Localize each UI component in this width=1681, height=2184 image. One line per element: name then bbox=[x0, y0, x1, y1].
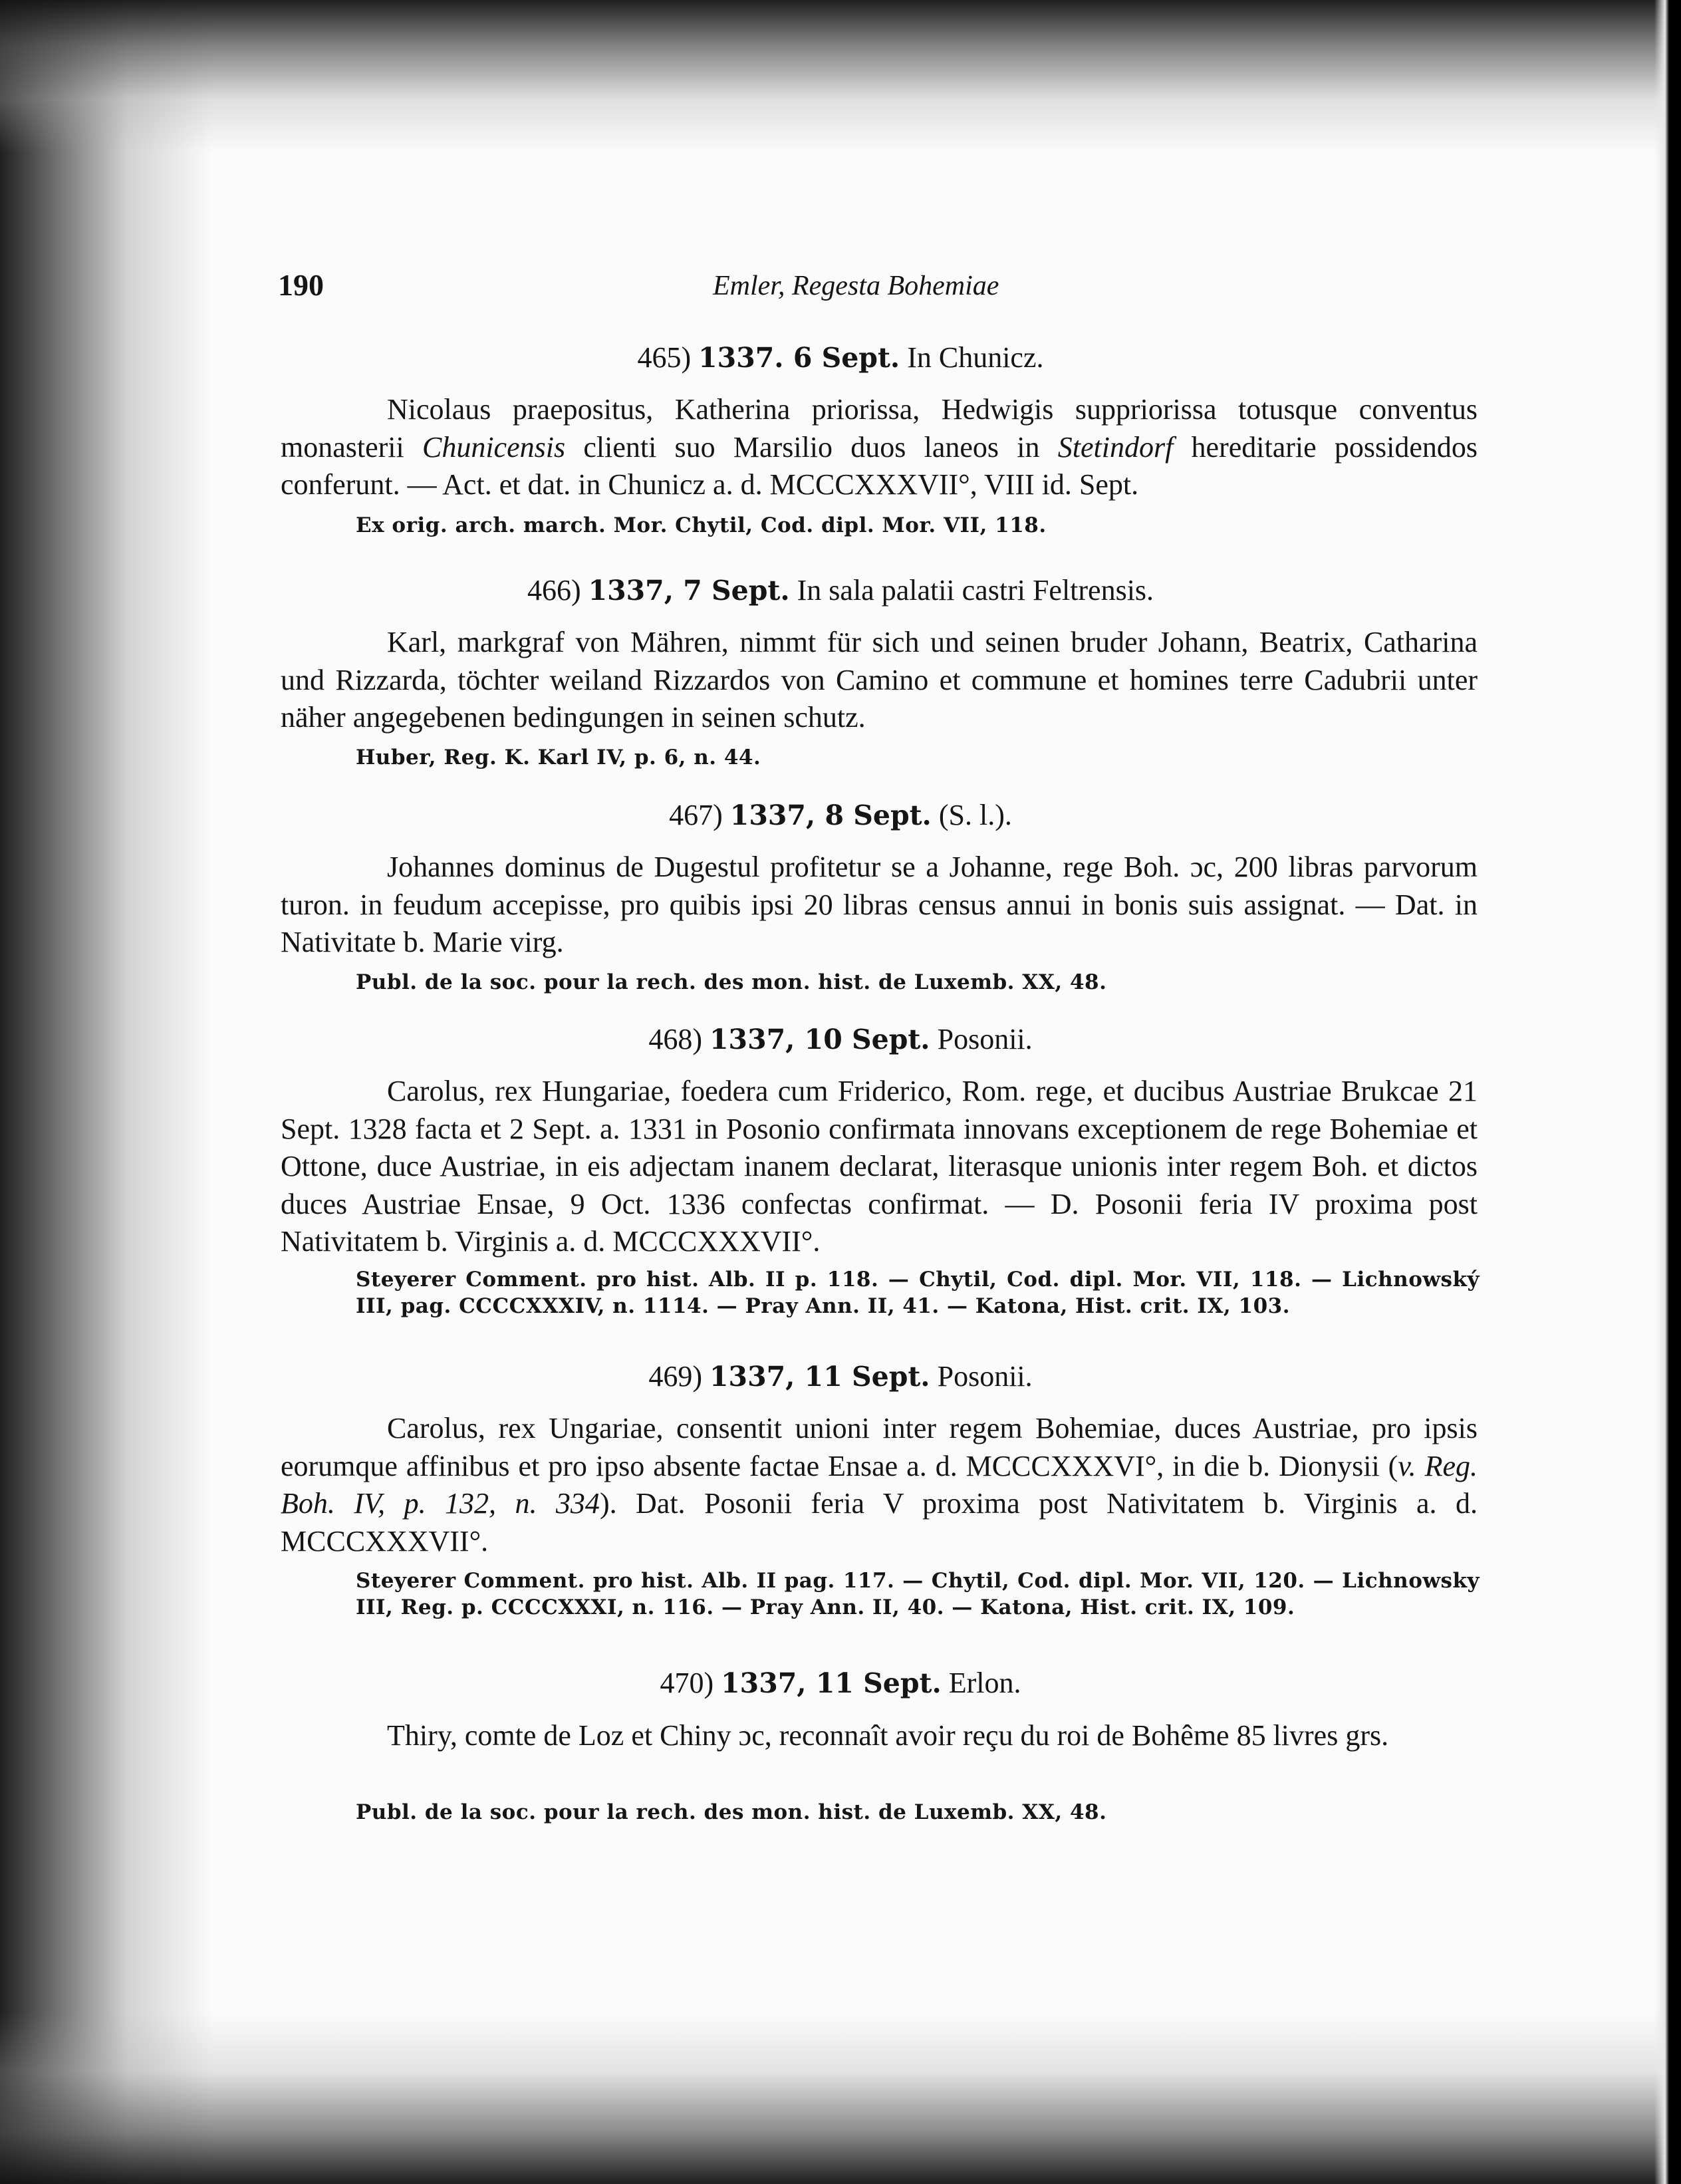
entry-date: 1337, 11 Sept. bbox=[710, 1361, 930, 1393]
entry-text-part: hereditarie possidendos conferunt. — Act. et dat. in Chunicz a. d. MCCCXXXVII°, VIII id. Sept. bbox=[281, 430, 1478, 501]
entry-text: Johannes dominus de Dugestul profitetur se a Johanne, rege Boh. ɔc, 200 libras parvorum turon. in feudum accepisse, pro quibis ipsi 20 libras census annui in bonis suis assignat. — Dat. in Nativitate b. Marie virg. bbox=[281, 851, 1478, 958]
entry-heading bbox=[0, 341, 1681, 374]
entry-number: 470) bbox=[660, 1667, 714, 1699]
entry-heading bbox=[0, 798, 1681, 832]
entry-date: 1337, 10 Sept. bbox=[710, 1024, 930, 1055]
entry-number: 469) bbox=[648, 1360, 703, 1393]
entry-place: In sala palatii castri Feltrensis. bbox=[797, 574, 1154, 607]
entry-number: 467) bbox=[669, 799, 723, 831]
running-title: Emler, Regesta Bohemiae bbox=[713, 271, 999, 301]
entry-text: Karl, markgraf von Mähren, nimmt für sich und seinen bruder Johann, Beatrix, Catharina und Rizzarda, töchter weiland Rizzardos von Camino et commune et homines terre Cadubrii unter näher angegebenen bedingungen in seinen schutz. bbox=[281, 626, 1478, 734]
entry-text-part: Nicolaus praepositus, Katherina priorissa, Hedwigis suppriorissa totusque conventus monasterii bbox=[281, 393, 1478, 464]
page-number: 190 bbox=[278, 268, 324, 302]
entry-text-part: ). Dat. Posonii feria V proxima post Nativitatem b. Virginis a. d. MCCCXXXVII°. bbox=[281, 1487, 1478, 1558]
entry-place: (S. l.). bbox=[938, 799, 1012, 831]
entry-number: 468) bbox=[648, 1023, 703, 1055]
entry-source: Publ. de la soc. pour la rech. des mon. hist. de Luxemb. XX, 48. bbox=[356, 970, 1107, 994]
entry-text: Thiry, comte de Loz et Chiny ɔc, reconnaît avoir reçu du roi de Bohême 85 livres grs. bbox=[387, 1719, 1389, 1752]
entry-source: Huber, Reg. K. Karl IV, p. 6, n. 44. bbox=[356, 746, 761, 769]
entry-heading bbox=[0, 1359, 1681, 1393]
entry-text: Carolus, rex Hungariae, foedera cum Friderico, Rom. rege, et ducibus Austriae Brukcae 21 Sept. 1328 facta et 2 Sept. a. 1331 in Posonio confirmata innovans exceptionem de rege Bohemiae et Ottone, duce Austriae, in eis adjectam inanem declarat, literasque unionis inter regem Boh. et dictos duces Austriae Ensae, 9 Oct. 1336 confectas confirmat. — D. Posonii feria IV proxima post Nativitatem b. Virginis a. d. MCCCXXXVII°. bbox=[281, 1075, 1478, 1258]
entry-heading bbox=[0, 573, 1681, 607]
entry-text-italic: Chunicensis bbox=[422, 430, 566, 464]
entry-source: Publ. de la soc. pour la rech. des mon. hist. de Luxemb. XX, 48. bbox=[356, 1800, 1107, 1824]
entry-heading bbox=[0, 1666, 1681, 1700]
entry-text-italic: v. Reg. Boh. IV, p. 132, n. 334 bbox=[281, 1449, 1478, 1520]
entry-heading bbox=[0, 1022, 1681, 1056]
entry-date: 1337, 8 Sept. bbox=[729, 799, 932, 831]
entry-date: 1337, 11 Sept. bbox=[721, 1667, 942, 1699]
entry-source: Steyerer Comment. pro hist. Alb. II p. 118. — Chytil, Cod. dipl. Mor. VII, 118. — Lichnowský III, pag. CCCCXXXIV, n. 1114. — Pray Ann. II, 41. — Katona, Hist. crit. IX, 103. bbox=[356, 1268, 1480, 1318]
entry-date: 1337, 7 Sept. bbox=[588, 575, 790, 607]
entry-place: Erlon. bbox=[948, 1667, 1021, 1699]
entry-number: 466) bbox=[527, 574, 581, 607]
entry-source: Ex orig. arch. march. Mor. Chytil, Cod. dipl. Mor. VII, 118. bbox=[356, 513, 1047, 537]
entry-date: 1337. 6 Sept. bbox=[698, 342, 900, 374]
entry-text-part: Carolus, rex Ungariae, consentit unioni inter regem Bohemiae, duces Austriae, pro ipsis eorumque affinibus et pro ipso absente factae Ensae a. d. MCCCXXXVI°, in die b. Dionysii ( bbox=[281, 1412, 1478, 1482]
entry-text-italic: Stetindorf bbox=[1057, 430, 1174, 464]
entry-place: Posonii. bbox=[937, 1023, 1033, 1055]
entry-source: Steyerer Comment. pro hist. Alb. II pag. 117. — Chytil, Cod. dipl. Mor. VII, 120. — Lichnowsky III, Reg. p. CCCCXXXI, n. 116. — Pray Ann. II, 40. — Katona, Hist. crit. IX, 109. bbox=[356, 1569, 1480, 1619]
entry-place: Posonii. bbox=[937, 1360, 1033, 1393]
entry-number: 465) bbox=[637, 341, 692, 374]
entry-text bbox=[281, 391, 1478, 504]
entry-place: In Chunicz. bbox=[907, 341, 1044, 374]
entry-text bbox=[281, 1410, 1478, 1560]
entry-text-part: clienti suo Marsilio duos laneos in bbox=[565, 430, 1058, 464]
